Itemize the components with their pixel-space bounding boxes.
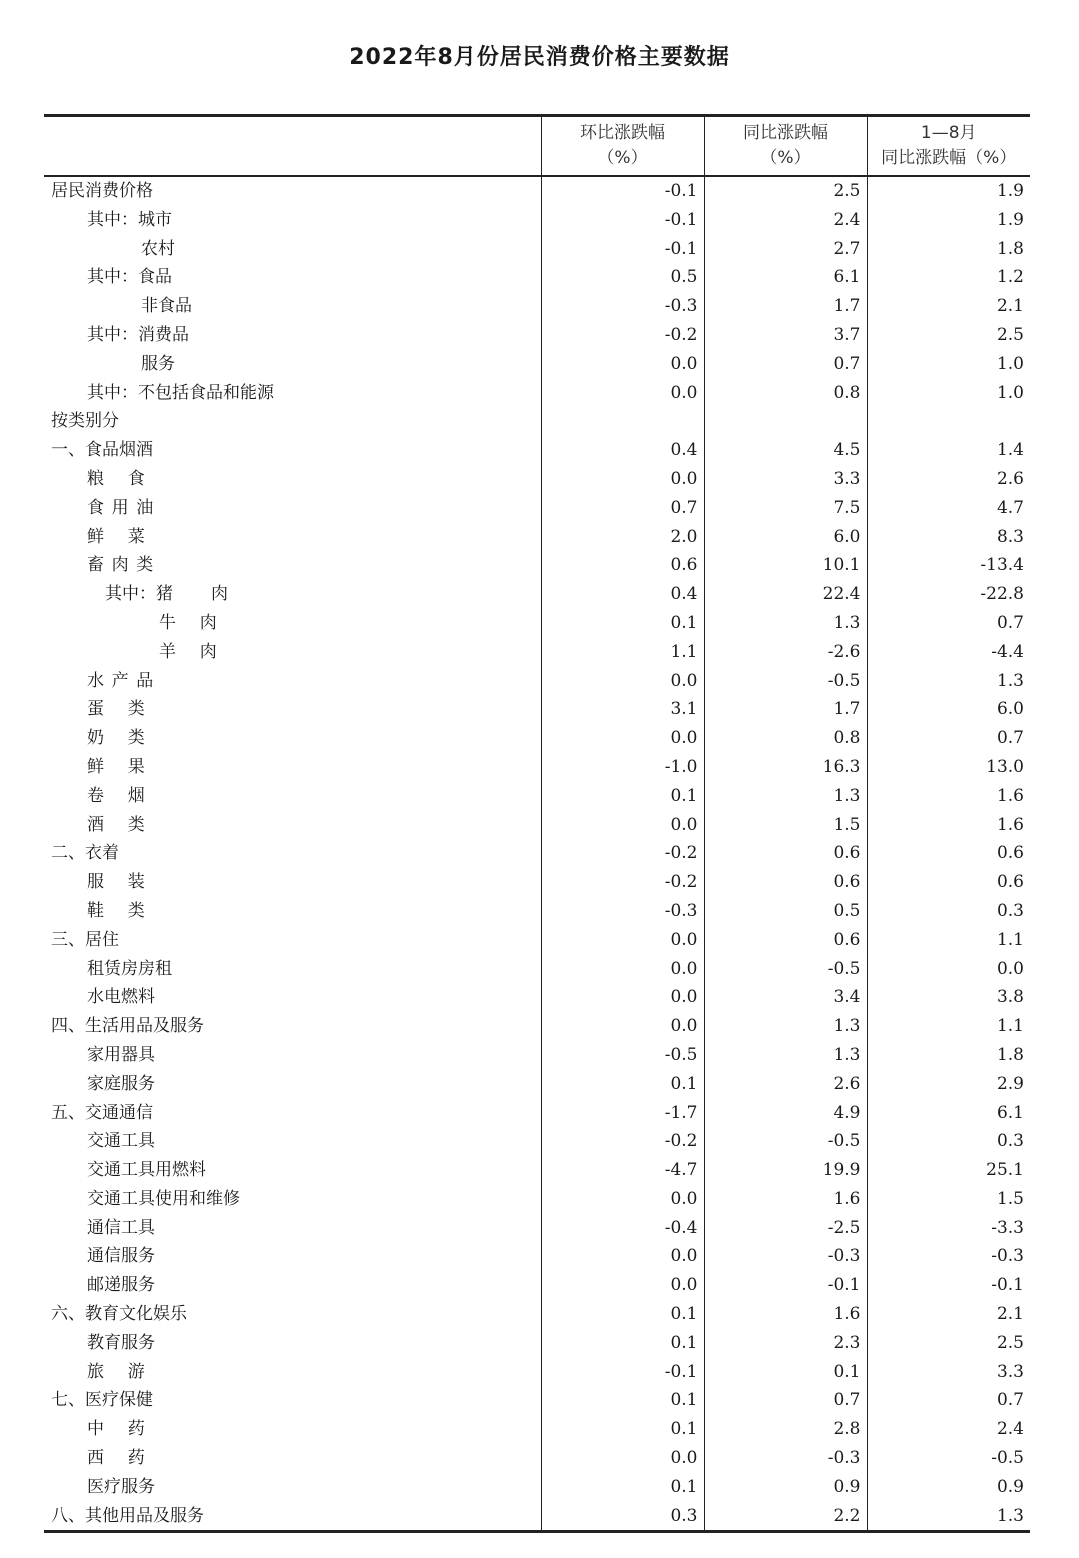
cell-yoy: 0.7 xyxy=(704,1386,867,1415)
table-row xyxy=(44,1415,1030,1444)
header-mom-line2: （%） xyxy=(597,148,648,168)
cell-yoy: -0.3 xyxy=(704,1242,867,1271)
cell-mom: -0.1 xyxy=(541,1358,704,1387)
row-label-text: 粮食 xyxy=(87,468,169,489)
cell-mom: 0.0 xyxy=(541,1444,704,1473)
cell-ytd: 0.0 xyxy=(867,955,1030,984)
cell-mom: 0.0 xyxy=(541,983,704,1012)
header-item-column xyxy=(44,116,541,177)
cell-mom: -0.2 xyxy=(541,839,704,868)
cell-mom: 0.0 xyxy=(541,667,704,696)
table-row xyxy=(44,407,1030,436)
row-label xyxy=(44,724,541,753)
cell-ytd: -13.4 xyxy=(867,551,1030,580)
cell-yoy: 10.1 xyxy=(704,551,867,580)
cell-yoy: 2.8 xyxy=(704,1415,867,1444)
row-label xyxy=(44,1502,541,1532)
cell-ytd: 1.9 xyxy=(867,206,1030,235)
cell-ytd: -0.1 xyxy=(867,1271,1030,1300)
cell-yoy: 1.5 xyxy=(704,811,867,840)
table-row xyxy=(44,1358,1030,1387)
cell-mom: 0.1 xyxy=(541,1415,704,1444)
row-label xyxy=(44,263,541,292)
table-row xyxy=(44,1214,1030,1243)
cell-yoy: 1.6 xyxy=(704,1185,867,1214)
cell-yoy: 1.7 xyxy=(704,695,867,724)
header-mom-change xyxy=(541,116,704,177)
row-label xyxy=(44,811,541,840)
cell-ytd: 0.7 xyxy=(867,724,1030,753)
cell-yoy: 6.0 xyxy=(704,523,867,552)
cell-yoy: 0.6 xyxy=(704,926,867,955)
row-label xyxy=(44,695,541,724)
cell-ytd: -0.3 xyxy=(867,1242,1030,1271)
cell-ytd: 1.1 xyxy=(867,926,1030,955)
row-label xyxy=(44,1358,541,1387)
cell-yoy: -0.3 xyxy=(704,1444,867,1473)
table-row xyxy=(44,292,1030,321)
cell-yoy: 16.3 xyxy=(704,753,867,782)
cell-mom: 0.5 xyxy=(541,263,704,292)
row-label-text: 四、生活用品及服务 xyxy=(51,1016,204,1037)
cell-ytd: 1.9 xyxy=(867,176,1030,206)
cell-yoy: 1.3 xyxy=(704,609,867,638)
table-row xyxy=(44,551,1030,580)
row-label xyxy=(44,580,541,609)
row-label xyxy=(44,839,541,868)
cell-mom: -0.2 xyxy=(541,1127,704,1156)
cell-mom: 0.1 xyxy=(541,1300,704,1329)
cell-mom: 0.0 xyxy=(541,350,704,379)
table-row xyxy=(44,1271,1030,1300)
row-label-text: 蛋类 xyxy=(87,699,169,720)
cell-yoy: 3.3 xyxy=(704,465,867,494)
cell-mom: 0.1 xyxy=(541,1070,704,1099)
table-row xyxy=(44,1127,1030,1156)
cell-yoy: 2.3 xyxy=(704,1329,867,1358)
row-label-text: 家用器具 xyxy=(87,1044,155,1065)
row-label-text: 农村 xyxy=(141,238,175,259)
cell-ytd: -0.5 xyxy=(867,1444,1030,1473)
cell-mom: -0.1 xyxy=(541,206,704,235)
cell-ytd: 2.5 xyxy=(867,1329,1030,1358)
row-label-text: 教育服务 xyxy=(87,1332,155,1353)
cell-yoy: -2.6 xyxy=(704,638,867,667)
row-label xyxy=(44,494,541,523)
row-label-text: 水产品 xyxy=(87,670,161,691)
row-label-text: 牛肉 xyxy=(159,612,241,633)
header-ytd-change xyxy=(867,116,1030,177)
cell-ytd: 1.6 xyxy=(867,811,1030,840)
cell-mom: 0.0 xyxy=(541,811,704,840)
row-label-text: 二、衣着 xyxy=(51,843,119,864)
cell-ytd: -3.3 xyxy=(867,1214,1030,1243)
table-row xyxy=(44,1041,1030,1070)
table-row xyxy=(44,1473,1030,1502)
cell-yoy: 0.5 xyxy=(704,897,867,926)
cell-mom: 1.1 xyxy=(541,638,704,667)
row-label-text: 畜肉类 xyxy=(87,555,161,576)
cell-mom: 0.4 xyxy=(541,580,704,609)
table-row xyxy=(44,839,1030,868)
cell-yoy: -0.5 xyxy=(704,667,867,696)
header-mom-line1: 环比涨跌幅 xyxy=(580,123,665,143)
cell-yoy: 1.3 xyxy=(704,1041,867,1070)
table-header-row xyxy=(44,116,1030,177)
row-label xyxy=(44,868,541,897)
cell-ytd: 6.1 xyxy=(867,1099,1030,1128)
row-label-text: 羊肉 xyxy=(159,641,241,662)
table-row xyxy=(44,1329,1030,1358)
cell-mom: -4.7 xyxy=(541,1156,704,1185)
cell-ytd: 2.6 xyxy=(867,465,1030,494)
cell-mom: 0.4 xyxy=(541,436,704,465)
header-yoy-change xyxy=(704,116,867,177)
table-row xyxy=(44,868,1030,897)
cell-mom: 0.0 xyxy=(541,926,704,955)
cell-yoy: 0.6 xyxy=(704,839,867,868)
cell-mom: 0.1 xyxy=(541,1329,704,1358)
table-row xyxy=(44,1444,1030,1473)
table-row xyxy=(44,263,1030,292)
row-label-text: 通信服务 xyxy=(87,1246,155,1267)
row-label xyxy=(44,1415,541,1444)
row-label xyxy=(44,321,541,350)
row-label xyxy=(44,206,541,235)
row-label xyxy=(44,1444,541,1473)
cell-mom: 0.0 xyxy=(541,724,704,753)
cell-ytd: 0.7 xyxy=(867,609,1030,638)
row-label-text: 其中：猪 肉 xyxy=(105,584,228,605)
row-label-text: 五、交通通信 xyxy=(51,1102,153,1123)
cell-mom: -0.4 xyxy=(541,1214,704,1243)
cell-mom: 0.0 xyxy=(541,1012,704,1041)
cell-ytd: -22.8 xyxy=(867,580,1030,609)
table-row xyxy=(44,494,1030,523)
page-title: 2022年8月份居民消费价格主要数据 xyxy=(349,45,730,70)
row-label-text: 其中：城市 xyxy=(87,209,172,230)
table-row xyxy=(44,465,1030,494)
cell-ytd: 0.9 xyxy=(867,1473,1030,1502)
header-yoy-line2: （%） xyxy=(760,148,811,168)
cell-ytd: 2.5 xyxy=(867,321,1030,350)
table-row xyxy=(44,235,1030,264)
cell-yoy: 2.5 xyxy=(704,176,867,206)
cell-ytd: 25.1 xyxy=(867,1156,1030,1185)
table-row xyxy=(44,782,1030,811)
cell-mom: -1.7 xyxy=(541,1099,704,1128)
cell-ytd: 2.9 xyxy=(867,1070,1030,1099)
cell-mom: -0.3 xyxy=(541,897,704,926)
table-row xyxy=(44,176,1030,206)
cell-ytd: 2.1 xyxy=(867,1300,1030,1329)
row-label-text: 鲜果 xyxy=(87,756,169,777)
row-label-text: 鞋类 xyxy=(87,900,169,921)
row-label xyxy=(44,1041,541,1070)
table-row xyxy=(44,523,1030,552)
row-label xyxy=(44,638,541,667)
cell-yoy: 0.8 xyxy=(704,724,867,753)
table-row xyxy=(44,638,1030,667)
row-label-text: 水电燃料 xyxy=(87,987,155,1008)
row-label-text: 交通工具用燃料 xyxy=(87,1160,206,1181)
table-row xyxy=(44,897,1030,926)
cell-ytd: 1.3 xyxy=(867,667,1030,696)
cell-yoy: 0.7 xyxy=(704,350,867,379)
cell-ytd: 3.8 xyxy=(867,983,1030,1012)
cell-mom: 0.3 xyxy=(541,1502,704,1532)
cell-ytd: 0.7 xyxy=(867,1386,1030,1415)
cell-yoy: 0.1 xyxy=(704,1358,867,1387)
cell-ytd: 1.0 xyxy=(867,350,1030,379)
row-label-text: 中药 xyxy=(87,1419,169,1440)
cell-yoy: -0.1 xyxy=(704,1271,867,1300)
cell-ytd: 2.1 xyxy=(867,292,1030,321)
cell-mom: -1.0 xyxy=(541,753,704,782)
table-row xyxy=(44,1185,1030,1214)
cell-ytd: 1.2 xyxy=(867,263,1030,292)
row-label xyxy=(44,235,541,264)
table-row xyxy=(44,1386,1030,1415)
row-label xyxy=(44,1012,541,1041)
row-label-text: 鲜菜 xyxy=(87,526,169,547)
row-label xyxy=(44,1099,541,1128)
cell-mom: 0.0 xyxy=(541,955,704,984)
cell-mom: 0.0 xyxy=(541,379,704,408)
row-label xyxy=(44,955,541,984)
row-label xyxy=(44,926,541,955)
header-ytd-line1: 1—8月 xyxy=(920,123,977,143)
row-label-text: 交通工具使用和维修 xyxy=(87,1188,240,1209)
cell-yoy: 2.4 xyxy=(704,206,867,235)
row-label xyxy=(44,1156,541,1185)
cell-mom: 3.1 xyxy=(541,695,704,724)
cell-yoy: 4.9 xyxy=(704,1099,867,1128)
row-label-text: 服务 xyxy=(141,353,175,374)
cell-yoy: 0.6 xyxy=(704,868,867,897)
cell-ytd: 1.6 xyxy=(867,782,1030,811)
table-row xyxy=(44,1012,1030,1041)
cell-ytd: 1.8 xyxy=(867,1041,1030,1070)
table-row xyxy=(44,667,1030,696)
cell-mom: -0.2 xyxy=(541,868,704,897)
cell-mom: 2.0 xyxy=(541,523,704,552)
cell-yoy: -2.5 xyxy=(704,1214,867,1243)
cell-ytd: 4.7 xyxy=(867,494,1030,523)
row-label-text: 食用油 xyxy=(87,497,161,518)
row-label-text: 卷烟 xyxy=(87,785,169,806)
table-row xyxy=(44,379,1030,408)
cell-yoy: 3.7 xyxy=(704,321,867,350)
row-label-text: 奶类 xyxy=(87,728,169,749)
table-row xyxy=(44,1099,1030,1128)
row-label xyxy=(44,1329,541,1358)
cell-mom: 0.7 xyxy=(541,494,704,523)
table-row xyxy=(44,695,1030,724)
cell-yoy: 2.2 xyxy=(704,1502,867,1532)
row-label-text: 服装 xyxy=(87,872,169,893)
row-label xyxy=(44,782,541,811)
cell-ytd: 1.0 xyxy=(867,379,1030,408)
row-label xyxy=(44,523,541,552)
row-label xyxy=(44,983,541,1012)
cell-mom: 0.1 xyxy=(541,1473,704,1502)
cell-mom: 0.1 xyxy=(541,609,704,638)
row-label-text: 家庭服务 xyxy=(87,1073,155,1094)
cell-yoy: 1.6 xyxy=(704,1300,867,1329)
cell-yoy: 19.9 xyxy=(704,1156,867,1185)
row-label-text: 六、教育文化娱乐 xyxy=(51,1304,187,1325)
cell-yoy: 22.4 xyxy=(704,580,867,609)
table-row xyxy=(44,206,1030,235)
cell-ytd: 0.6 xyxy=(867,839,1030,868)
row-label-text: 按类别分 xyxy=(51,411,119,432)
table-row xyxy=(44,926,1030,955)
cell-yoy: 1.7 xyxy=(704,292,867,321)
cell-yoy: 6.1 xyxy=(704,263,867,292)
cell-ytd: 8.3 xyxy=(867,523,1030,552)
cell-mom: -0.2 xyxy=(541,321,704,350)
table-row xyxy=(44,1300,1030,1329)
row-label-text: 三、居住 xyxy=(51,929,119,950)
row-label xyxy=(44,407,541,436)
row-label xyxy=(44,1473,541,1502)
cell-ytd: 1.8 xyxy=(867,235,1030,264)
table-row xyxy=(44,811,1030,840)
cell-mom: 0.1 xyxy=(541,1386,704,1415)
row-label xyxy=(44,436,541,465)
cell-yoy: 2.6 xyxy=(704,1070,867,1099)
cell-ytd: -4.4 xyxy=(867,638,1030,667)
row-label xyxy=(44,1070,541,1099)
row-label-text: 交通工具 xyxy=(87,1131,155,1152)
row-label-text: 一、食品烟酒 xyxy=(51,440,153,461)
row-label xyxy=(44,1386,541,1415)
cell-ytd: 6.0 xyxy=(867,695,1030,724)
cell-mom: 0.0 xyxy=(541,465,704,494)
row-label-text: 七、医疗保健 xyxy=(51,1390,153,1411)
row-label xyxy=(44,350,541,379)
cell-ytd: 0.3 xyxy=(867,1127,1030,1156)
row-label xyxy=(44,1271,541,1300)
header-yoy-line1: 同比涨跌幅 xyxy=(743,123,828,143)
table-row xyxy=(44,580,1030,609)
cell-mom xyxy=(541,407,704,436)
row-label-text: 邮递服务 xyxy=(87,1275,155,1296)
table-row xyxy=(44,1156,1030,1185)
table-row xyxy=(44,753,1030,782)
row-label-text: 居民消费价格 xyxy=(51,181,153,201)
row-label-text: 通信工具 xyxy=(87,1217,155,1238)
row-label-text: 医疗服务 xyxy=(87,1476,155,1497)
cell-mom: -0.3 xyxy=(541,292,704,321)
cell-yoy: 3.4 xyxy=(704,983,867,1012)
row-label-text: 西药 xyxy=(87,1448,169,1469)
cell-mom: -0.1 xyxy=(541,176,704,206)
table-row xyxy=(44,724,1030,753)
cell-mom: 0.0 xyxy=(541,1271,704,1300)
row-label-text: 酒类 xyxy=(87,814,169,835)
row-label xyxy=(44,1127,541,1156)
cell-yoy: -0.5 xyxy=(704,955,867,984)
cell-yoy: 7.5 xyxy=(704,494,867,523)
table-row xyxy=(44,609,1030,638)
cell-ytd: 3.3 xyxy=(867,1358,1030,1387)
cell-mom: 0.1 xyxy=(541,782,704,811)
cpi-table xyxy=(44,114,1030,1533)
row-label xyxy=(44,897,541,926)
cell-ytd: 13.0 xyxy=(867,753,1030,782)
cell-yoy: 0.9 xyxy=(704,1473,867,1502)
cell-ytd: 0.6 xyxy=(867,868,1030,897)
table-row xyxy=(44,350,1030,379)
cell-mom: -0.5 xyxy=(541,1041,704,1070)
row-label-text: 租赁房房租 xyxy=(87,958,172,979)
row-label xyxy=(44,465,541,494)
table-body xyxy=(44,176,1030,1532)
row-label-text: 其中：消费品 xyxy=(87,324,189,345)
cell-mom: -0.1 xyxy=(541,235,704,264)
table-row xyxy=(44,1070,1030,1099)
row-label-text: 非食品 xyxy=(141,296,192,317)
cell-ytd: 1.1 xyxy=(867,1012,1030,1041)
row-label xyxy=(44,1300,541,1329)
cell-ytd: 2.4 xyxy=(867,1415,1030,1444)
row-label xyxy=(44,1242,541,1271)
row-label xyxy=(44,753,541,782)
cell-ytd: 0.3 xyxy=(867,897,1030,926)
row-label xyxy=(44,292,541,321)
table-row xyxy=(44,983,1030,1012)
cell-yoy: 1.3 xyxy=(704,1012,867,1041)
row-label-text: 八、其他用品及服务 xyxy=(51,1505,204,1526)
cell-yoy: -0.5 xyxy=(704,1127,867,1156)
cell-mom: 0.0 xyxy=(541,1185,704,1214)
row-label xyxy=(44,667,541,696)
cell-yoy xyxy=(704,407,867,436)
table-row xyxy=(44,955,1030,984)
cell-mom: 0.0 xyxy=(541,1242,704,1271)
row-label xyxy=(44,551,541,580)
cell-yoy: 4.5 xyxy=(704,436,867,465)
cell-ytd: 1.4 xyxy=(867,436,1030,465)
cell-yoy: 2.7 xyxy=(704,235,867,264)
table-row xyxy=(44,321,1030,350)
row-label xyxy=(44,609,541,638)
cell-yoy: 0.8 xyxy=(704,379,867,408)
cell-yoy: 1.3 xyxy=(704,782,867,811)
table-row xyxy=(44,1502,1030,1532)
row-label-text: 其中：食品 xyxy=(87,267,172,288)
header-ytd-line2: 同比涨跌幅（%） xyxy=(881,148,1017,168)
cell-ytd: 1.3 xyxy=(867,1502,1030,1532)
row-label xyxy=(44,176,541,206)
cell-ytd: 1.5 xyxy=(867,1185,1030,1214)
row-label xyxy=(44,1185,541,1214)
table-row xyxy=(44,1242,1030,1271)
row-label xyxy=(44,1214,541,1243)
row-label-text: 旅游 xyxy=(87,1361,169,1382)
row-label-text: 其中：不包括食品和能源 xyxy=(87,382,274,403)
cell-mom: 0.6 xyxy=(541,551,704,580)
row-label xyxy=(44,379,541,408)
table-row xyxy=(44,436,1030,465)
cell-ytd xyxy=(867,407,1030,436)
